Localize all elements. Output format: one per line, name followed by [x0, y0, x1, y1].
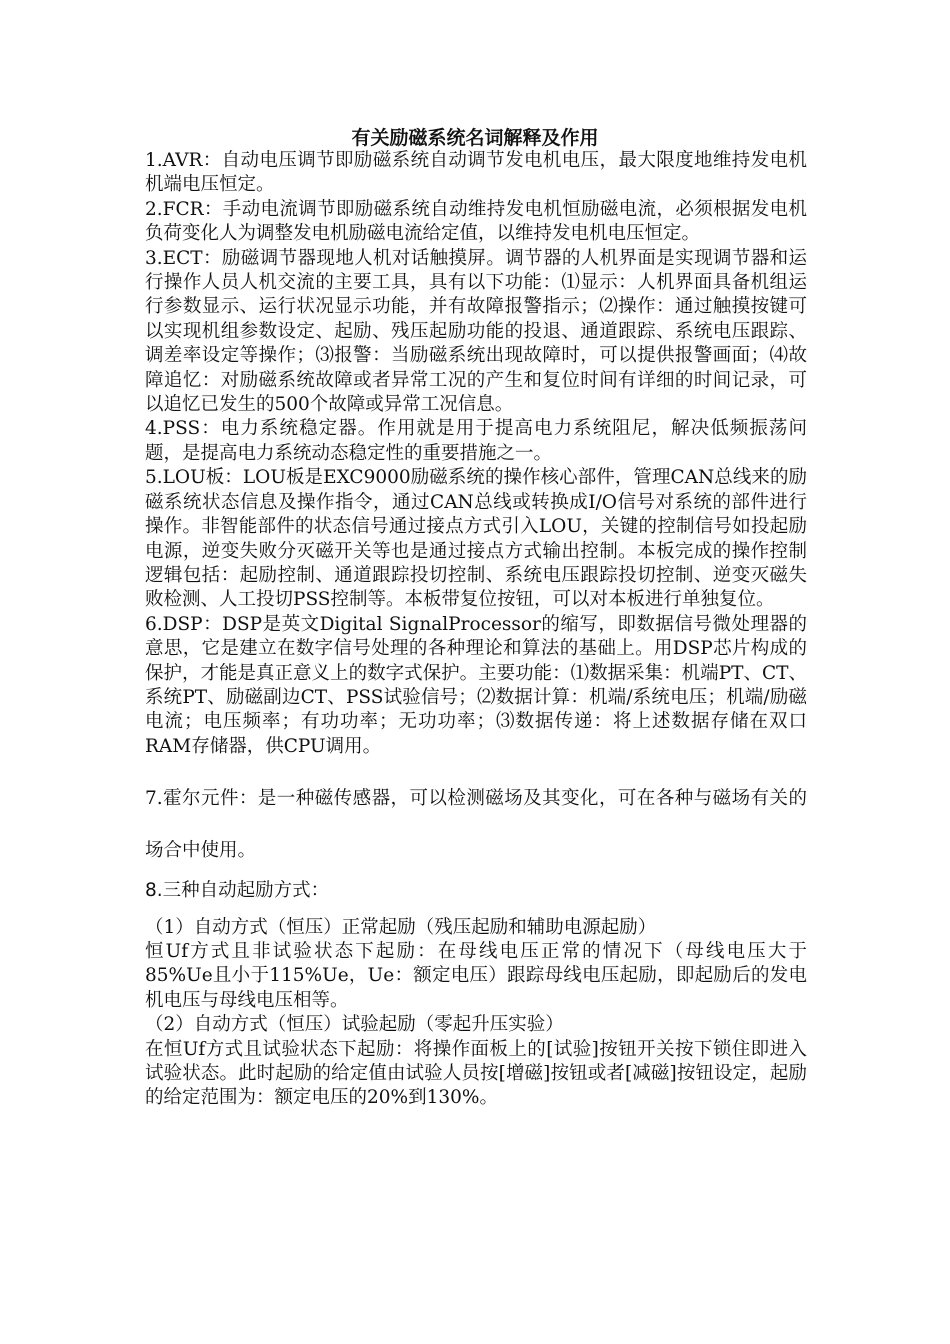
- item-hall: [145, 773, 807, 877]
- item-ect: 3.ECT：励磁调节器现地人机对话触摸屏。调节器的人机界面是实现调节器和运行操作人员人机交流的主要工具，具有以下功能：⑴显示：人机界面具备机组运行参数显示、运行状况显示功能，并有故障报警指示；⑵操作：通过触摸按键可以实现机组参数设定、起励、残压起励功能的投退、通道跟踪、系统电压跟踪、调差率设定等操作；⑶报警：当励磁系统出现故障时，可以提供报警画面；⑷故障追忆：对励磁系统故障或者异常工况的产生和复位时间有详细的时间记录，可以追忆已发生的500个故障或异常工况信息。: [145, 247, 807, 416]
- item-avr: 1.AVR：自动电压调节即励磁系统自动调节发电机电压，最大限度地维持发电机机端电压恒定。: [145, 150, 807, 196]
- item-pss: 4.PSS：电力系统稳定器。作用就是用于提高电力系统阻尼，解决低频振荡问题，是提高电力系统动态稳定性的重要措施之一。: [145, 418, 807, 464]
- mode-1-heading: （1）自动方式（恒压）正常起励（残压起励和辅助电源起励）: [145, 916, 657, 938]
- mode-2-heading: （2）自动方式（恒压）试验起励（零起升压实验）: [145, 1014, 564, 1036]
- item-fcr: 2.FCR：手动电流调节即励磁系统自动维持发电机恒励磁电流，必须根据发电机负荷变化人为调整发电机励磁电流给定值，以维持发电机电压恒定。: [145, 198, 807, 245]
- item-hall-text: 是一种磁传感器，可以检测磁场及其变化，可在各种与磁场有关的场合中使用。: [145, 788, 807, 862]
- document-body: [145, 149, 807, 1111]
- mode-2-text: 在恒Uf方式且试验状态下起励：将操作面板上的[试验]按钮开关按下锁住即进入试验状态。此时起励的给定值由试验人员按[增磁]按钮或者[减磁]按钮设定，起励的给定范围为：额定电压的20%到130%。: [145, 1038, 807, 1109]
- item-dsp: 6.DSP：DSP是英文Digital SignalProcessor的缩写，即数据信号微处理器的意思，它是建立在数字信号处理的各种理论和算法的基础上。用DSP芯片构成的保护，才能是真正意义上的数字式保护。主要功能：⑴数据采集：机端PT、CT、系统PT、励磁副边CT、PSS试验信号；⑵数据计算：机端/系统电压；机端/励磁电流；电压频率；有功功率；无功功率；⑶数据传递：将上述数据存储在双口RAM存储器，供CPU调用。: [145, 613, 807, 757]
- item-hall-lead: 7.霍尔元件：: [145, 788, 258, 810]
- item-startup-modes: [145, 879, 807, 903]
- mode-1-text: 恒Uf方式且非试验状态下起励：在母线电压正常的情况下（母线电压大于85%Ue且小于115%Ue，Ue：额定电压）跟踪母线电压起励，即起励后的发电机电压与母线电压相等。: [145, 940, 807, 1011]
- item-startup-text: 三种自动起励方式：: [162, 880, 330, 902]
- item-lou: 5.LOU板：LOU板是EXC9000励磁系统的操作核心部件，管理CAN总线来的励磁系统状态信息及操作指令，通过CAN总线或转换成I/O信号对系统的部件进行操作。非智能部件的状态信号通过接点方式引入LOU，关键的控制信号如投起励电源，逆变失败分灭磁开关等也是通过接点方式输出控制。本板完成的操作控制逻辑包括：起励控制、通道跟踪投切控制、系统电压跟踪投切控制、逆变灭磁失败检测、人工投切PSS控制等。本板带复位按钮，可以对本板进行单独复位。: [145, 467, 807, 611]
- item-startup-lead: 8.: [145, 880, 163, 902]
- document-title: 有关励磁系统名词解释及作用: [351, 127, 599, 149]
